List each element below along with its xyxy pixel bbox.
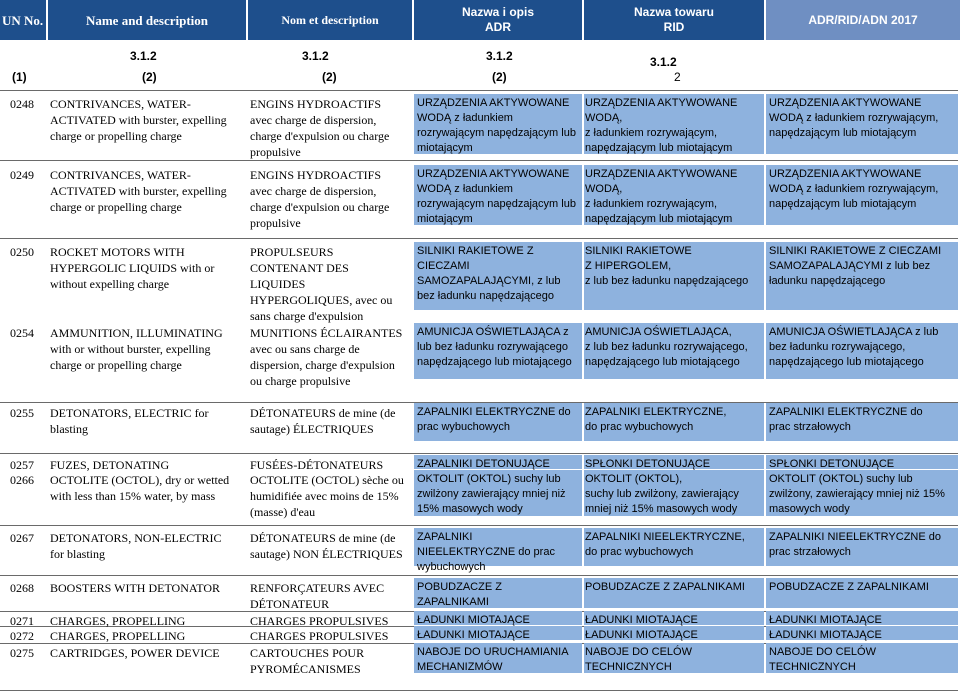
cell-line: DÉTONATEURS de mine (de — [250, 531, 396, 545]
cell-line: rozrywającym napędzającym lub — [417, 127, 576, 139]
cell-line: napędzającego lub miotającego — [769, 356, 924, 368]
cell-line: PYROMÉCANISMES — [250, 662, 361, 676]
cell-line: URZĄDZENIA AKTYWOWANE — [417, 168, 570, 180]
cell-line: CHARGES PROPULSIVES — [250, 614, 389, 628]
cell-line: FUSÉES-DÉTONATEURS — [250, 458, 384, 472]
cell-line: AMUNICJA OŚWIETLAJĄCA z — [417, 326, 569, 338]
cell-line: SILNIKI RAKIETOWE — [585, 245, 692, 257]
cell-line: avec ou sans charge de — [250, 342, 360, 356]
cell-line: ou charge propulsive — [250, 374, 351, 388]
row-divider — [0, 690, 958, 691]
cell-pl — [769, 530, 941, 560]
cell-line: 0267 — [10, 531, 34, 545]
cell-line: OCTOLITE (OCTOL), dry or wetted — [50, 473, 230, 487]
cell-line: SAMOZAPALAJĄCYMI z lub bez — [769, 260, 931, 272]
cell-line: CIECZAMI — [417, 260, 470, 272]
cell-rid — [585, 96, 737, 156]
cell-line: (masse) d'eau — [250, 505, 316, 519]
cell-line: AMUNICJA OŚWIETLAJĄCA, — [585, 326, 732, 338]
cell-line: POBUDZACZE Z ZAPALNIKAMI — [769, 581, 929, 593]
cell-fr — [250, 167, 389, 231]
ref-en: 3.1.2 — [130, 49, 157, 63]
cell-pl — [769, 167, 938, 212]
cell-line: 0268 — [10, 581, 34, 595]
cell-line: propulsive — [250, 216, 301, 230]
cell-line: OCTOLITE (OCTOL) sèche ou — [250, 473, 404, 487]
cell-line: avec charge de dispersion, — [250, 184, 377, 198]
cell-line: ZAPALNIKI NIEELEKTRYCZNE, — [585, 531, 745, 543]
row-divider — [0, 238, 958, 239]
header-name-pl-rid-line1: Nazwa towaru — [633, 5, 714, 19]
cell-line: 15% masowych wody — [417, 503, 523, 515]
colnum-2-adr: (2) — [492, 70, 507, 84]
cell-line: blasting — [50, 422, 88, 436]
header-name-fr: Nom et description — [248, 0, 412, 40]
cell-line: lub bez ładunku rozrywającego — [417, 341, 569, 353]
cell-line: suchy lub zwilżony, zawierający — [585, 488, 739, 500]
cell-line: ZAPALNIKI NIEELEKTRYCZNE do — [769, 531, 941, 543]
cell-line: CONTRIVANCES, WATER- — [50, 168, 191, 182]
cell-line: napędzającym lub miotającym — [585, 213, 733, 225]
cell-rid — [585, 580, 745, 595]
cell-line: sautage) NON ÉLECTRIQUES — [250, 547, 403, 561]
cell-line: prac strzałowych — [769, 421, 851, 433]
cell-line: ŁADUNKI MIOTAJĄCE — [769, 614, 882, 626]
cell-fr — [250, 530, 403, 562]
cell-line: WODĄ, — [585, 183, 623, 195]
header-name-pl-adr-line1: Nazwa i opis — [461, 5, 535, 19]
cell-en — [50, 645, 220, 661]
cell-pl — [769, 472, 945, 517]
cell-line: napędzającym lub miotającym — [585, 142, 733, 154]
cell-line: z ładunkiem rozrywającym, — [585, 127, 718, 139]
header-name-pl-adr-line2: ADR — [485, 20, 511, 34]
cell-line: CHARGES, PROPELLING — [50, 629, 186, 643]
cell-line: ŁADUNKI MIOTAJĄCE — [585, 614, 698, 626]
cell-en — [50, 457, 169, 473]
cell-line: PROPULSEURS — [250, 245, 334, 259]
header-source: ADR/RID/ADN 2017 — [766, 0, 960, 40]
cell-line: avec charge de dispersion, — [250, 113, 377, 127]
cell-line: ZAPALNIKI ELEKTRYCZNE, — [585, 406, 727, 418]
cell-line: ŁADUNKI MIOTAJĄCE — [417, 629, 530, 641]
cell-line: with less than 15% water, by mass — [50, 489, 216, 503]
cell-pl — [769, 325, 938, 370]
cell-line: NABOJE DO CELÓW — [769, 646, 876, 658]
cell-line: NIEELEKTRYCZNE do prac — [417, 546, 555, 558]
cell-line: AMMUNITION, ILLUMINATING — [50, 326, 223, 340]
cell-line: LIQUIDES — [250, 277, 306, 291]
cell-pl — [769, 405, 923, 435]
cell-adr — [417, 472, 566, 517]
row-divider — [0, 453, 958, 454]
cell-en — [50, 580, 220, 596]
cell-line: SPŁONKI DETONUJĄCE — [585, 458, 711, 470]
cell-line: ZAPALNIKI DETONUJĄCE — [417, 458, 550, 470]
cell-fr — [250, 405, 395, 437]
cell-line: napędzającego lub miotającego — [417, 356, 572, 368]
cell-line: prac wybuchowych — [417, 421, 510, 433]
cell-rid — [585, 628, 698, 643]
header-name-pl-rid — [584, 0, 764, 40]
cell-line: WODĄ, — [585, 112, 623, 124]
cell-line: 0250 — [10, 245, 34, 259]
cell-line: WODĄ z ładunkiem rozrywającym, — [769, 112, 939, 124]
row-divider — [0, 575, 958, 576]
cell-adr — [417, 645, 569, 675]
cell-un — [10, 613, 34, 629]
cell-en — [50, 530, 222, 562]
cell-line: CHARGES, PROPELLING — [50, 614, 186, 628]
cell-line: ładunku napędzającego — [769, 275, 886, 287]
cell-line: FUZES, DETONATING — [50, 458, 170, 472]
cell-rid — [585, 530, 745, 560]
colnum-2-fr: (2) — [322, 70, 337, 84]
cell-line: NABOJE DO CELÓW — [585, 646, 692, 658]
cell-line: SILNIKI RAKIETOWE Z — [417, 245, 534, 257]
cell-line: 0266 — [10, 473, 34, 487]
cell-line: miotającym — [417, 142, 473, 154]
cell-line: 0254 — [10, 326, 34, 340]
cell-line: DETONATORS, NON-ELECTRIC — [50, 531, 222, 545]
cell-adr — [417, 628, 530, 643]
cell-line: URZĄDZENIA AKTYWOWANE — [585, 97, 738, 109]
cell-line: DÉTONATEURS de mine (de — [250, 406, 396, 420]
row-divider — [0, 525, 958, 526]
cell-un — [10, 325, 34, 341]
cell-en — [50, 628, 185, 644]
cell-rid — [585, 325, 748, 370]
cell-line: ZAPALNIKI ELEKTRYCZNE do — [769, 406, 923, 418]
cell-adr — [417, 580, 502, 610]
cell-line: miotającym — [417, 213, 473, 225]
cell-line: CARTOUCHES POUR — [250, 646, 365, 660]
cell-line: z ładunkiem rozrywającym, — [585, 198, 718, 210]
cell-line: ŁADUNKI MIOTAJĄCE — [585, 629, 698, 641]
cell-line: 0249 — [10, 168, 34, 182]
row-divider — [0, 90, 958, 91]
cell-line: prac strzałowych — [769, 546, 851, 558]
cell-line: URZĄDZENIA AKTYWOWANE — [769, 97, 922, 109]
cell-line: SILNIKI RAKIETOWE Z CIECZAMI — [769, 245, 942, 257]
cell-line: URZĄDZENIA AKTYWOWANE — [417, 97, 570, 109]
header-name-en: Name and description — [48, 0, 246, 40]
header-name-pl-rid-line2: RID — [663, 20, 685, 34]
cell-adr — [417, 244, 560, 304]
cell-en — [50, 405, 209, 437]
ref-rid: 3.1.2 — [650, 55, 677, 69]
cell-line: Z HIPERGOLEM, — [585, 260, 672, 272]
cell-line: ACTIVATED with burster, expelling — [50, 113, 227, 127]
cell-line: DETONATORS, ELECTRIC for — [50, 406, 209, 420]
cell-line: HYPERGOLIC LIQUIDS with or — [50, 261, 215, 275]
cell-fr — [250, 457, 383, 473]
cell-adr — [417, 167, 576, 227]
cell-en — [50, 325, 223, 373]
cell-line: mniej niż 15% masowych wody — [585, 503, 738, 515]
cell-line: SAMOZAPALAJĄCYMI, z lub — [417, 275, 561, 287]
cell-line: CONTENANT DES — [250, 261, 349, 275]
cell-line: ZAPALNIKAMI — [417, 596, 489, 608]
cell-line: CONTRIVANCES, WATER- — [50, 97, 191, 111]
cell-fr — [250, 628, 388, 644]
cell-un — [10, 167, 34, 183]
cell-line: ROCKET MOTORS WITH — [50, 245, 185, 259]
cell-line: zwilżony zawierający mniej niż — [417, 488, 566, 500]
cell-en — [50, 472, 229, 504]
cell-line: z lub bez ładunku napędzającego — [585, 275, 749, 287]
cell-rid — [585, 244, 748, 289]
cell-line: OKTOLIT (OKTOL), — [585, 473, 683, 485]
cell-line: POBUDZACZE Z ZAPALNIKAMI — [585, 581, 745, 593]
cell-line: do prac wybuchowych — [585, 546, 694, 558]
cell-fr — [250, 472, 404, 520]
cell-line: charge or propelling charge — [50, 129, 182, 143]
cell-pl — [769, 244, 941, 289]
cell-un — [10, 645, 34, 661]
cell-line: MUNITIONS ÉCLAIRANTES — [250, 326, 403, 340]
cell-line: ACTIVATED with burster, expelling — [50, 184, 227, 198]
cell-line: ZAPALNIKI — [417, 531, 473, 543]
cell-un — [10, 530, 34, 546]
cell-line: TECHNICZNYCH — [585, 661, 672, 673]
cell-adr — [417, 405, 571, 435]
cell-line: AMUNICJA OŚWIETLAJĄCA z lub — [769, 326, 939, 338]
ref-fr: 3.1.2 — [302, 49, 329, 63]
cell-en — [50, 244, 214, 292]
cell-line: OKTOLIT (OKTOL) suchy lub — [417, 473, 561, 485]
cell-line: CARTRIDGES, POWER DEVICE — [50, 646, 220, 660]
cell-line: 0272 — [10, 629, 34, 643]
cell-en — [50, 613, 185, 629]
cell-fr — [250, 325, 402, 389]
cell-adr — [417, 96, 576, 156]
cell-adr — [417, 530, 555, 575]
cell-line: 0248 — [10, 97, 34, 111]
cell-line: TECHNICZNYCH — [769, 661, 856, 673]
cell-pl — [769, 96, 938, 141]
cell-line: POBUDZACZE Z — [417, 581, 502, 593]
cell-line: sautage) ÉLECTRIQUES — [250, 422, 374, 436]
cell-line: ENGINS HYDROACTIFS — [250, 97, 382, 111]
cell-line: charge d'expulsion ou charge — [250, 200, 390, 214]
cell-line: URZĄDZENIA AKTYWOWANE — [585, 168, 738, 180]
cell-un — [10, 580, 34, 596]
colnum-1: (1) — [12, 70, 27, 84]
cell-line: charge or propelling charge — [50, 200, 182, 214]
cell-line: ZAPALNIKI ELEKTRYCZNE do — [417, 406, 571, 418]
cell-line: 0271 — [10, 614, 34, 628]
cell-line: MECHANIZMÓW — [417, 661, 503, 673]
cell-line: RENFORÇATEURS AVEC — [250, 581, 385, 595]
cell-rid — [585, 472, 739, 517]
cell-line: bez ładunku napędzającego — [417, 290, 555, 302]
cell-line: z lub bez ładunku rozrywającego, — [585, 341, 748, 353]
header-un-no: UN No. — [0, 0, 46, 40]
cell-line: without expelling charge — [50, 277, 170, 291]
cell-line: DÉTONATEUR — [250, 597, 330, 611]
cell-line: wybuchowych — [417, 561, 486, 573]
cell-fr — [250, 244, 392, 324]
cell-line: humidifiée avec moins de 15% — [250, 489, 399, 503]
cell-un — [10, 457, 34, 473]
cell-rid — [585, 405, 726, 435]
cell-line: masowych wody — [769, 503, 850, 515]
cell-line: ŁADUNKI MIOTAJĄCE — [769, 629, 882, 641]
cell-line: WODĄ z ładunkiem — [417, 183, 513, 195]
cell-fr — [250, 96, 389, 160]
cell-pl — [769, 580, 929, 595]
colnum-2-en: (2) — [142, 70, 157, 84]
cell-line: 0257 — [10, 458, 34, 472]
cell-line: napędzającego lub miotającego — [585, 356, 740, 368]
cell-fr — [250, 645, 364, 677]
cell-line: propulsive — [250, 145, 301, 159]
cell-line: 0275 — [10, 646, 34, 660]
cell-line: CHARGES PROPULSIVES — [250, 629, 389, 643]
cell-un — [10, 472, 34, 488]
cell-line: sans charge d'expulsion — [250, 309, 364, 323]
cell-line: zwilżony, zawierający mniej niż 15% — [769, 488, 945, 500]
cell-fr — [250, 613, 388, 629]
cell-line: charge or propelling charge — [50, 358, 182, 372]
cell-line: ŁADUNKI MIOTAJĄCE — [417, 614, 530, 626]
cell-line: BOOSTERS WITH DETONATOR — [50, 581, 221, 595]
cell-rid — [585, 645, 692, 675]
cell-line: SPŁONKI DETONUJĄCE — [769, 458, 895, 470]
cell-line: do prac wybuchowych — [585, 421, 694, 433]
cell-line: napędzającym lub miotającym — [769, 198, 917, 210]
cell-pl — [769, 628, 882, 643]
row-divider — [0, 160, 958, 161]
colnum-2-rid: 2 — [674, 70, 681, 84]
cell-un — [10, 405, 34, 421]
cell-fr — [250, 580, 384, 612]
cell-line: rozrywającym napędzającym lub — [417, 198, 576, 210]
cell-en — [50, 96, 227, 144]
cell-line: for blasting — [50, 547, 105, 561]
cell-line: WODĄ z ładunkiem — [417, 112, 513, 124]
cell-line: dispersion, charge d'expulsion — [250, 358, 395, 372]
cell-line: with or without burster, expelling — [50, 342, 211, 356]
cell-line: napędzającym lub miotającym — [769, 127, 917, 139]
ref-adr: 3.1.2 — [486, 49, 513, 63]
cell-line: WODĄ z ładunkiem rozrywającym, — [769, 183, 939, 195]
cell-line: HYPERGOLIQUES, avec ou — [250, 293, 393, 307]
cell-line: 0255 — [10, 406, 34, 420]
cell-adr — [417, 325, 572, 370]
cell-en — [50, 167, 227, 215]
cell-line: NABOJE DO URUCHAMIANIA — [417, 646, 569, 658]
cell-un — [10, 244, 34, 260]
cell-rid — [585, 167, 737, 227]
cell-line: charge d'expulsion ou charge — [250, 129, 390, 143]
cell-line: URZĄDZENIA AKTYWOWANE — [769, 168, 922, 180]
cell-pl — [769, 645, 876, 675]
header-name-pl-adr — [414, 0, 582, 40]
cell-line: OKTOLIT (OKTOL) suchy lub — [769, 473, 913, 485]
cell-un — [10, 96, 34, 112]
cell-line: bez ładunku rozrywającego, — [769, 341, 906, 353]
cell-line: ENGINS HYDROACTIFS — [250, 168, 382, 182]
cell-un — [10, 628, 34, 644]
